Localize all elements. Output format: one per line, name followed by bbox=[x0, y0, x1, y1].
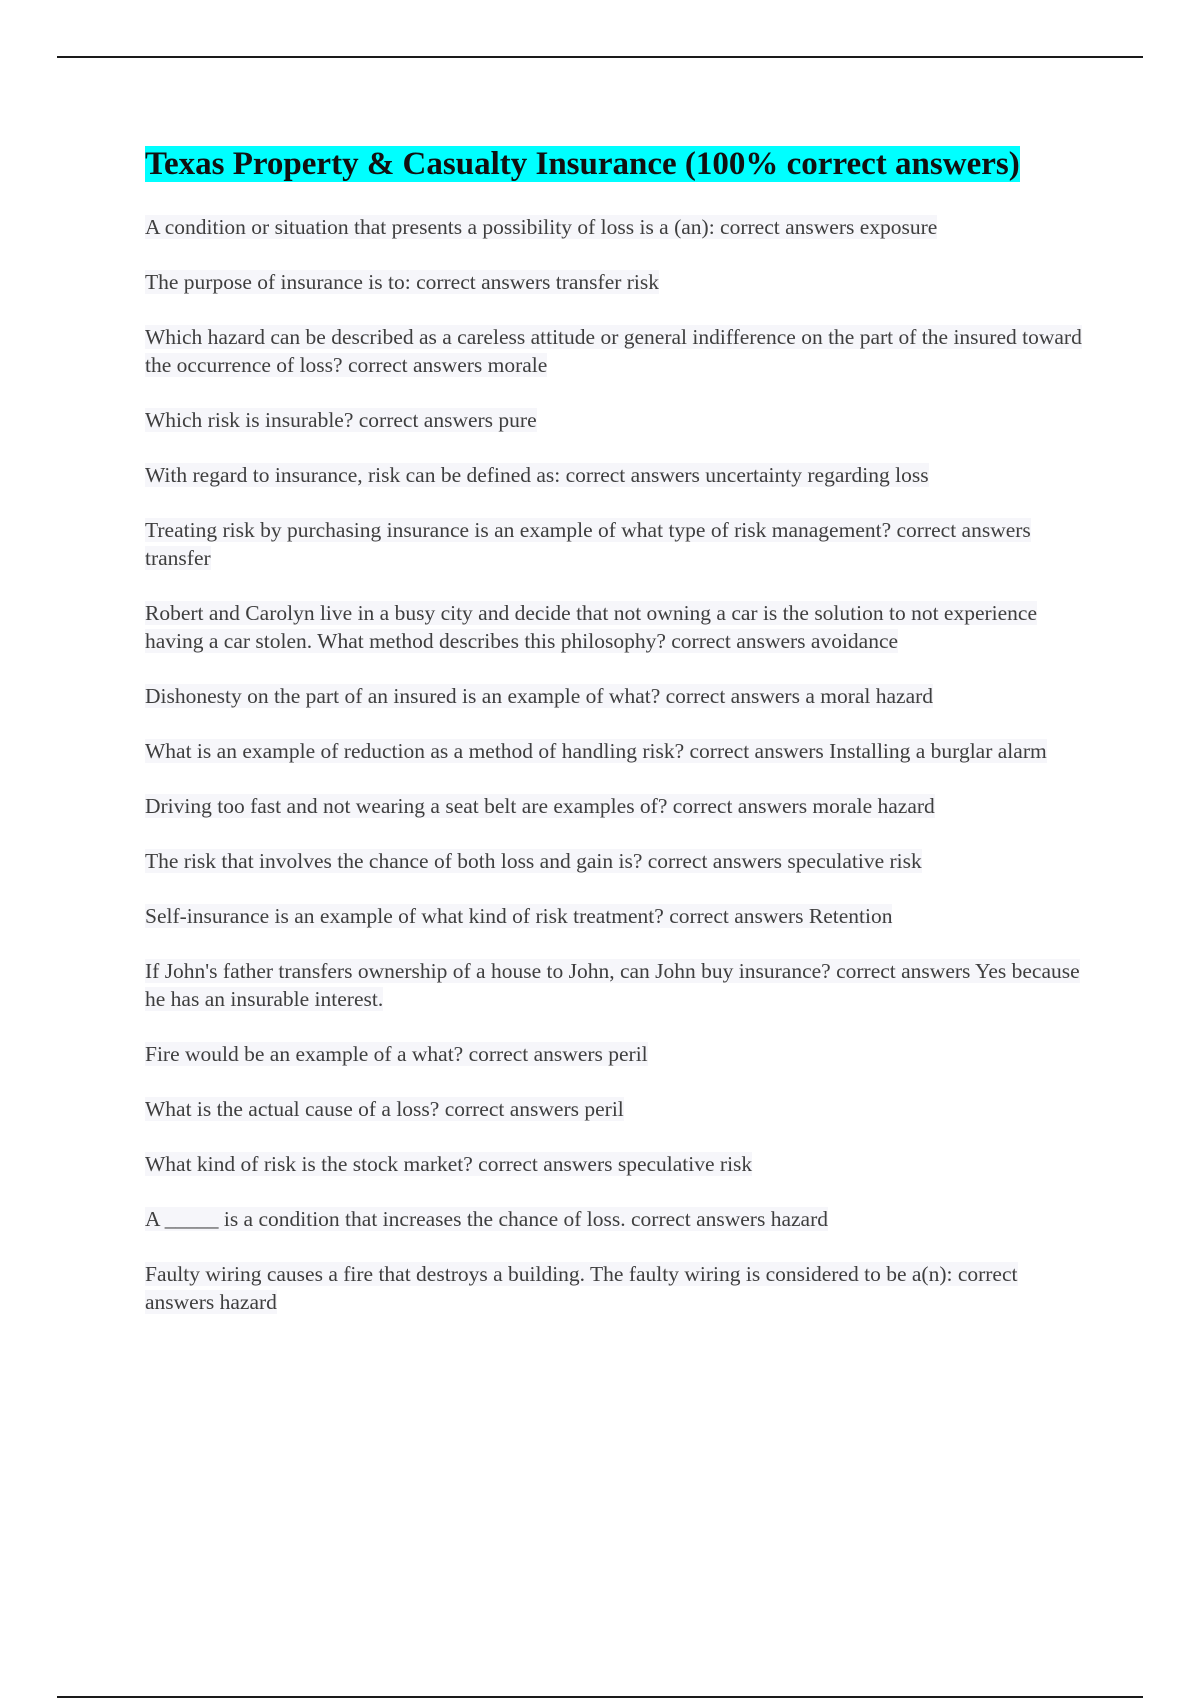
qa-item: Faulty wiring causes a fire that destroys a building. The faulty wiring is considered to be a(n): correct answers hazard bbox=[145, 1262, 1018, 1314]
qa-item: What is the actual cause of a loss? correct answers peril bbox=[145, 1097, 624, 1121]
qa-item: What is an example of reduction as a method of handling risk? correct answers Installing a burglar alarm bbox=[145, 739, 1047, 763]
document-title: Texas Property & Casualty Insurance (100% correct answers) bbox=[145, 146, 1020, 182]
bottom-rule bbox=[57, 1696, 1143, 1698]
qa-item: With regard to insurance, risk can be defined as: correct answers uncertainty regarding loss bbox=[145, 463, 929, 487]
qa-item: Robert and Carolyn live in a busy city and decide that not owning a car is the solution to not experience having a car stolen. What method describes this philosophy? correct answers avoidance bbox=[145, 601, 1038, 653]
qa-item: Treating risk by purchasing insurance is an example of what type of risk management? correct answers transfer bbox=[145, 518, 1031, 570]
qa-item: Which risk is insurable? correct answers pure bbox=[145, 408, 537, 432]
qa-item: The purpose of insurance is to: correct answers transfer risk bbox=[145, 270, 660, 294]
qa-item: Dishonesty on the part of an insured is an example of what? correct answers a moral hazard bbox=[145, 684, 934, 708]
qa-list bbox=[145, 213, 1090, 1316]
qa-item: If John's father transfers ownership of a house to John, can John buy insurance? correct answers Yes because he has an insurable interest. bbox=[145, 959, 1080, 1011]
qa-item: What kind of risk is the stock market? correct answers speculative risk bbox=[145, 1152, 753, 1176]
qa-item: A _____ is a condition that increases the chance of loss. correct answers hazard bbox=[145, 1207, 828, 1231]
qa-item: Which hazard can be described as a careless attitude or general indifference on the part of the insured toward the occurrence of loss? correct answers morale bbox=[145, 325, 1082, 377]
qa-item: Fire would be an example of a what? correct answers peril bbox=[145, 1042, 648, 1066]
qa-item: Self-insurance is an example of what kind of risk treatment? correct answers Retention bbox=[145, 904, 893, 928]
top-rule bbox=[57, 56, 1143, 58]
qa-item: Driving too fast and not wearing a seat belt are examples of? correct answers morale hazard bbox=[145, 794, 935, 818]
document-body bbox=[145, 143, 1090, 1343]
qa-item: A condition or situation that presents a possibility of loss is a (an): correct answers exposure bbox=[145, 215, 938, 239]
qa-item: The risk that involves the chance of both loss and gain is? correct answers speculative risk bbox=[145, 849, 922, 873]
